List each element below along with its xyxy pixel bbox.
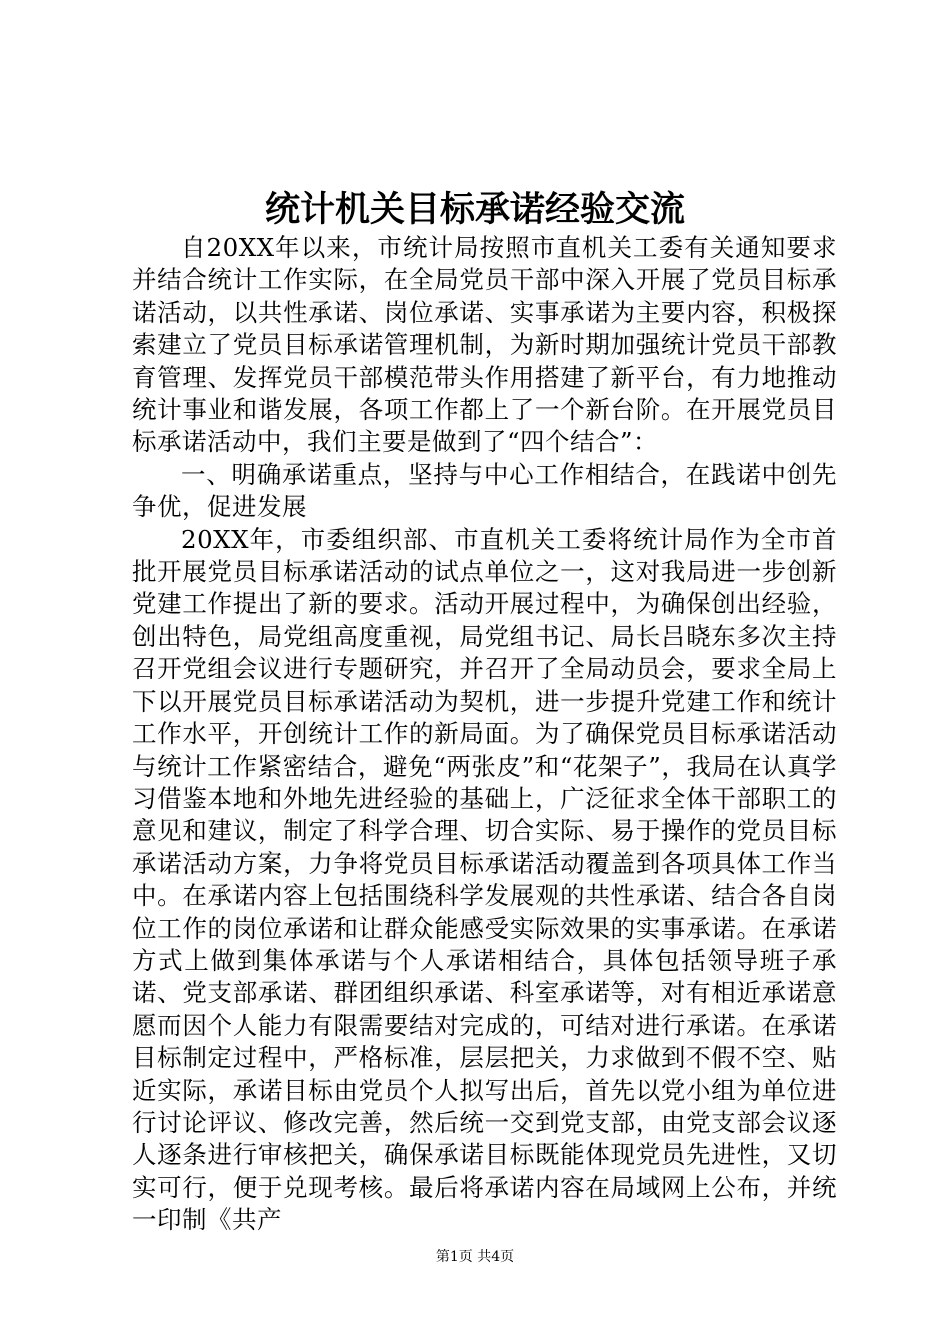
paragraph-intro: 自20XX年以来，市统计局按照市直机关工委有关通知要求并结合统计工作实际，在全局党员干部中深入开展了党员目标承诺活动，以共性承诺、岗位承诺、实事承诺为主要内容，积极探索建立了党员目标承诺管理机制，为新时期加强统计党员干部教育管理、发挥党员干部模范带头作用搭建了新平台，有力地推动统计事业和谐发展，各项工作都上了一个新台阶。在开展党员目标承诺活动中，我们主要是做到了“四个结合”： (132, 233, 837, 457)
paragraph-heading-1: 一、明确承诺重点，坚持与中心工作相结合，在践诺中创先争优，促进发展 (132, 459, 837, 522)
page-footer: 第1页 共4页 (435, 1249, 515, 1265)
document-body (132, 232, 837, 1237)
paragraph-detail: 20XX年，市委组织部、市直机关工委将统计局作为全市首批开展党员目标承诺活动的试点单位之一，这对我局进一步创新党建工作提出了新的要求。活动开展过程中，为确保创出经验，创出特色，局党组高度重视，局党组书记、局长吕晓东多次主持召开党组会议进行专题研究，并召开了全局动员会，要求全局上下以开展党员目标承诺活动为契机，进一步提升党建工作和统计工作水平，开创统计工作的新局面。为了确保党员目标承诺活动与统计工作紧密结合，避免“两张皮”和“花架子”，我局在认真学习借鉴本地和外地先进经验的基础上，广泛征求全体干部职工的意见和建议，制定了科学合理、切合实际、易于操作的党员目标承诺活动方案，力争将党员目标承诺活动覆盖到各项具体工作当中。在承诺内容上包括围绕科学发展观的共性承诺、结合各自岗位工作的岗位承诺和让群众能感受实际效果的实事承诺。在承诺方式上做到集体承诺与个人承诺相结合，具体包括领导班子承诺、党支部承诺、群团组织承诺、科室承诺等，对有相近承诺意愿而因个人能力有限需要结对完成的，可结对进行承诺。在承诺目标制定过程中，严格标准，层层把关，力求做到不假不空、贴近实际，承诺目标由党员个人拟写出后，首先以党小组为单位进行讨论评议、修改完善，然后统一交到党支部，由党支部会议逐人逐条进行审核把关，确保承诺目标既能体现党员先进性，又切实可行，便于兑现考核。最后将承诺内容在局域网上公布，并统一印制《共产 (132, 524, 837, 1235)
document-title: 统计机关目标承诺经验交流 (264, 190, 685, 230)
